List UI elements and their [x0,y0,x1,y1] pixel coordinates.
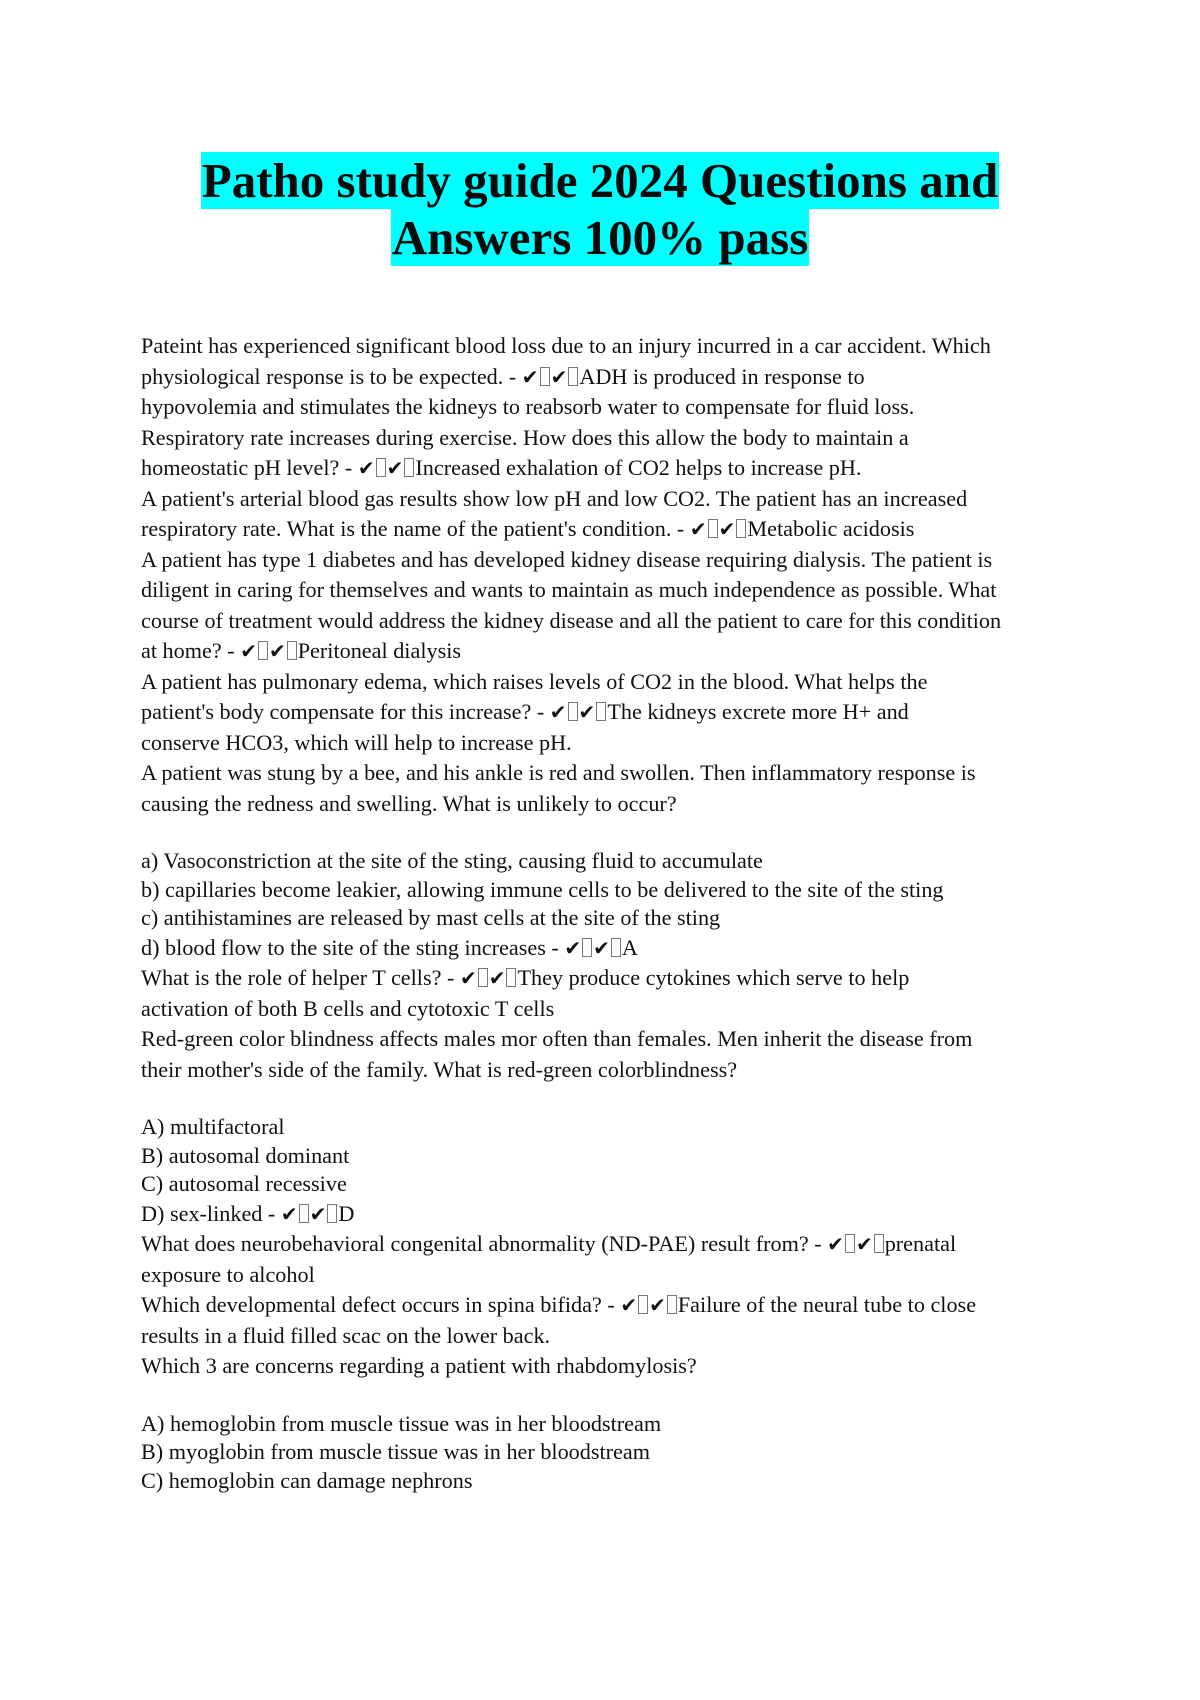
check-mark-icon: ✔ [268,639,286,663]
answer-line [141,1229,1081,1260]
answer-line [141,453,1081,484]
missing-glyph-box [404,458,414,477]
answer-line [141,1290,1081,1321]
missing-glyph-box [874,1234,884,1253]
option-line: b) capillaries become leakier, allowing immune cells to be delivered to the site of the sting [141,876,944,902]
title-line-2: Answers 100% pass [391,210,809,265]
question-line: Red-green color blindness affects males mor often than females. Men inherit the disease from [141,1026,973,1051]
answer-continuation: conserve HCO3, which will help to increase pH. [141,729,572,755]
missing-glyph-box [708,519,718,538]
answer-line [141,514,1081,545]
answer-text: Peritoneal dialysis [297,638,462,663]
option-line: C) autosomal recessive [141,1171,347,1196]
missing-glyph-box [258,641,268,660]
check-mark-icon: ✔ [309,1201,327,1226]
check-mark-icon: ✔ [855,1232,873,1256]
missing-glyph-box [376,458,386,477]
option-line: C) hemoglobin can damage nephrons [141,1467,473,1493]
answer-continuation: exposure to alcohol [141,1261,315,1287]
check-mark-icon: ✔ [357,456,375,480]
answer-text: The kidneys excrete more H+ and [607,699,909,724]
question-line: A patient was stung by a bee, and his ankle is red and swollen. Then inflammatory response is [141,760,976,785]
title-line-1: Patho study guide 2024 Questions and [201,153,999,208]
check-mark-icon: ✔ [550,364,568,389]
missing-glyph-box [478,968,488,987]
option-line: A) hemoglobin from muscle tissue was in her bloodstream [141,1410,662,1436]
option-line: B) myoglobin from muscle tissue was in her bloodstream [141,1439,651,1464]
answer-text: ADH is produced in response to [579,363,865,389]
check-mark-icon: ✔ [718,517,736,541]
answer-line [141,697,1081,728]
missing-glyph-box [638,1295,648,1314]
question-text: homeostatic pH level? - [141,455,358,480]
check-mark-icon: ✔ [564,935,582,960]
missing-glyph-box [299,1204,309,1223]
option-line: c) antihistamines are released by mast cells at the site of the sting [141,905,721,930]
option-line: A) multifactoral [141,1114,285,1139]
check-mark-icon: ✔ [280,1201,298,1226]
question-text: physiological response is to be expected. - [141,363,522,389]
missing-glyph-box [667,1295,677,1314]
check-mark-icon: ✔ [620,1293,638,1317]
question-text: What is the role of helper T cells? - [141,965,460,990]
qa-content [141,331,1081,1495]
missing-glyph-box [327,1204,337,1223]
question-line: A patient's arterial blood gas results show low pH and low CO2. The patient has an increased [141,485,968,511]
answer-line [141,933,1081,964]
question-text: respiratory rate. What is the name of the patient's condition. - [141,516,690,541]
check-mark-icon: ✔ [649,1293,666,1317]
answer-line [141,362,1081,393]
question-line: causing the redness and swelling. What is unlikely to occur? [141,790,677,816]
missing-glyph-box [540,367,550,386]
question-text: at home? - [141,638,241,663]
answer-continuation: hypovolemia and stimulates the kidneys to reabsorb water to compensate for fluid loss. [141,394,915,419]
missing-glyph-box [287,641,297,660]
answer-line [141,963,1081,994]
answer-text: prenatal [884,1231,957,1256]
question-text: d) blood flow to the site of the sting increases - [141,934,565,960]
question-line: course of treatment would address the kidney disease and all the patient to care for this condition [141,607,1002,633]
check-mark-icon: ✔ [386,456,404,480]
check-mark-icon: ✔ [521,364,539,389]
check-mark-icon: ✔ [578,700,596,724]
answer-text: D [338,1200,355,1226]
question-text: What does neurobehavioral congenital abnormality (ND-PAE) result from? - [141,1231,828,1256]
option-line: B) autosomal dominant [141,1142,350,1168]
missing-glyph-box [506,968,516,987]
check-mark-icon: ✔ [549,700,567,724]
check-mark-icon: ✔ [827,1232,844,1256]
check-mark-icon: ✔ [459,966,477,990]
question-line: diligent in caring for themselves and wants to maintain as much independence as possible. What [141,577,997,602]
missing-glyph-box [596,702,606,721]
missing-glyph-box [611,938,621,957]
missing-glyph-box [736,519,746,538]
question-text: patient's body compensate for this increase? - [141,699,550,724]
question-line: Pateint has experienced significant blood loss due to an injury incurred in a car accident. Which [141,333,991,358]
answer-text: A [621,934,638,960]
answer-line [141,1199,1081,1230]
answer-continuation: results in a fluid filled scac on the lower back. [141,1322,551,1348]
answer-text: Metabolic acidosis [747,516,915,541]
answer-text: They produce cytokines which serve to help [517,965,910,990]
question-text: Which developmental defect occurs in spina bifida? - [141,1292,621,1317]
paragraph-gap [141,819,1081,847]
answer-continuation: activation of both B cells and cytotoxic T cells [141,995,555,1021]
document-title [0,152,1200,266]
question-line: Which 3 are concerns regarding a patient with rhabdomylosis? [141,1353,697,1378]
missing-glyph-box [568,367,578,386]
question-line: A patient has type 1 diabetes and has developed kidney disease requiring dialysis. The patient is [141,546,993,572]
answer-line [141,636,1081,667]
missing-glyph-box [845,1234,855,1253]
question-line: their mother's side of the family. What is red-green colorblindness? [141,1056,738,1082]
question-text: D) sex-linked - [141,1200,281,1226]
check-mark-icon: ✔ [593,935,610,960]
paragraph-gap [141,1382,1081,1410]
question-line: A patient has pulmonary edema, which raises levels of CO2 in the blood. What helps the [141,668,928,694]
paragraph-gap [141,1085,1081,1113]
missing-glyph-box [582,938,592,957]
check-mark-icon: ✔ [240,639,257,663]
check-mark-icon: ✔ [488,966,506,990]
missing-glyph-box [568,702,578,721]
question-line: Respiratory rate increases during exercise. How does this allow the body to maintain a [141,424,909,450]
answer-text: Failure of the neural tube to close [677,1292,977,1317]
check-mark-icon: ✔ [689,517,707,541]
answer-text: Increased exhalation of CO2 helps to increase pH. [415,455,862,480]
option-line: a) Vasoconstriction at the site of the sting, causing fluid to accumulate [141,848,763,873]
